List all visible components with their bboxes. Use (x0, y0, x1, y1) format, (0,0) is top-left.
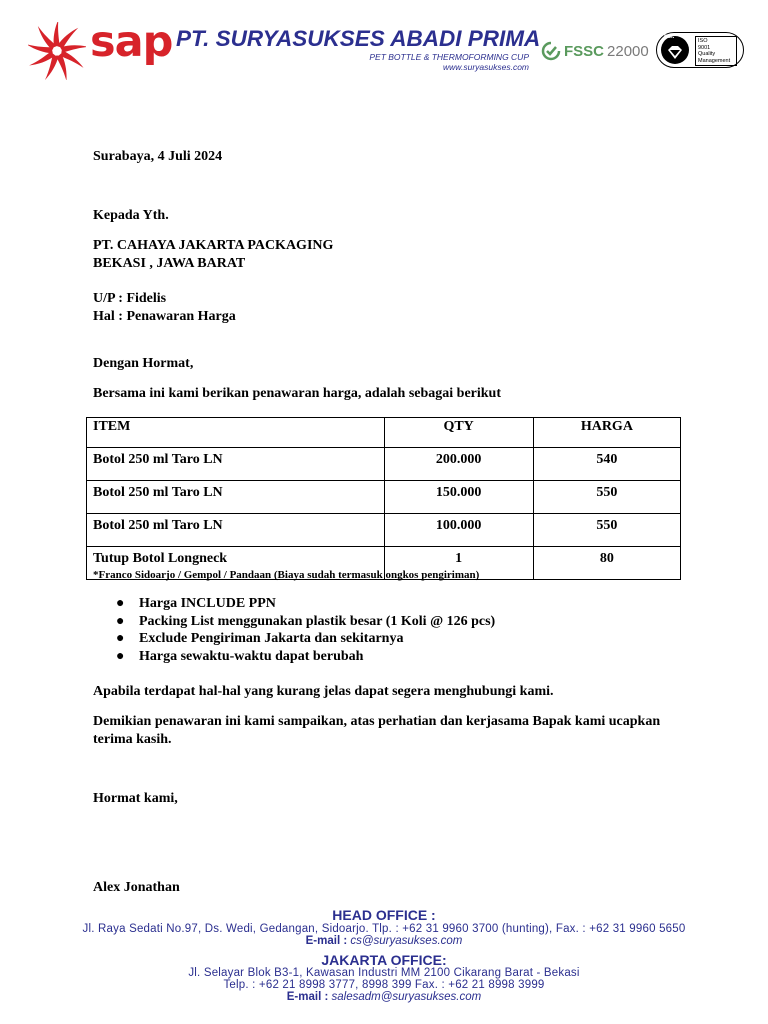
head-office-email-line (0, 935, 768, 948)
cell-harga: 80 (533, 547, 680, 580)
recipient-company: PT. CAHAYA JAKARTA PACKAGING (93, 238, 334, 253)
iso-standard: ISO (698, 38, 708, 44)
column-header-harga: HARGA (533, 418, 680, 448)
delivery-note: *Franco Sidoarjo / Gempol / Pandaan (Biaya sudah termasuk ongkos pengiriman) (93, 569, 480, 581)
bsi-org-label: bsi. (664, 34, 675, 40)
cell-qty: 150.000 (384, 481, 533, 514)
cell-item: Tutup Botol Longneck (87, 547, 385, 580)
term-text: Exclude Pengiriman Jakarta dan sekitarnya (139, 631, 404, 647)
list-item (116, 648, 495, 666)
iso-details (695, 36, 739, 64)
greeting: Dengan Hormat, (93, 356, 194, 371)
cell-item: Botol 250 ml Taro LN (87, 448, 385, 481)
company-website: www.suryasukses.com (443, 62, 529, 72)
company-logo-swirl-icon (28, 22, 86, 80)
cell-harga: 550 (533, 481, 680, 514)
iso-number: 9001 (698, 44, 711, 51)
list-item (116, 630, 495, 648)
sign-off: Hormat kami, (93, 791, 178, 806)
fssc-number: 22000 (607, 42, 649, 60)
table-header-row (87, 418, 681, 448)
iso-line1: Quality (698, 51, 716, 57)
table-row (87, 481, 681, 514)
jakarta-office-email-label: E-mail : (286, 991, 332, 1003)
list-item (116, 613, 495, 631)
signatory-name: Alex Jonathan (93, 880, 180, 895)
head-office-email-label: E-mail : (305, 935, 351, 947)
head-office-title: HEAD OFFICE : (332, 907, 436, 923)
bullet-icon: ● (116, 613, 125, 629)
cell-item: Botol 250 ml Taro LN (87, 481, 385, 514)
company-logo-text: sap (90, 17, 173, 67)
cell-qty: 1 (384, 547, 533, 580)
jakarta-office-email[interactable]: salesadm@suryasukses.com (331, 991, 482, 1003)
company-tagline: PET BOTTLE & THERMOFORMING CUP (369, 52, 529, 62)
company-name: PT. SURYASUKSES ABADI PRIMA (176, 26, 541, 51)
attention-line: U/P : Fidelis (93, 291, 167, 306)
jakarta-office-email-line (0, 991, 768, 1004)
column-header-qty: QTY (384, 418, 533, 448)
closing-paragraph-2-line-2: terima kasih. (93, 732, 172, 747)
closing-paragraph-2-line-1: Demikian penawaran ini kami sampaikan, atas perhatian dan kerjasama Bapak kami ucapkan (93, 714, 661, 729)
closing-paragraph-1: Apabila terdapat hal-hal yang kurang jelas dapat segera menghubungi kami. (93, 684, 554, 699)
bullet-icon: ● (116, 649, 125, 665)
place-date: Surabaya, 4 Juli 2024 (93, 149, 223, 164)
cell-qty: 200.000 (384, 448, 533, 481)
term-text: Harga INCLUDE PPN (139, 596, 276, 611)
table-row (87, 448, 681, 481)
intro-paragraph: Bersama ini kami berikan penawaran harga, adalah sebagai berikut (93, 386, 501, 401)
fssc-leaf-icon (541, 41, 561, 61)
price-table (86, 417, 681, 580)
bullet-icon: ● (116, 596, 125, 611)
head-office-email[interactable]: cs@suryasukses.com (350, 935, 463, 947)
jakarta-office-phone: Telp. : +62 21 8998 3777, 8998 399 Fax. : +62 21 8998 3999 (223, 979, 545, 991)
list-item (116, 595, 495, 613)
fssc-certification (541, 40, 649, 62)
head-office-address: Jl. Raya Sedati No.97, Ds. Wedi, Gedangan, Sidoarjo. Tlp. : +62 31 9960 3700 (hunting), Fax. : +62 31 9960 5650 (82, 923, 686, 935)
bullet-icon: ● (116, 631, 125, 647)
cell-harga: 550 (533, 514, 680, 547)
subject-line: Hal : Penawaran Harga (93, 309, 236, 324)
jakarta-office-address: Jl. Selayar Blok B3-1, Kawasan Industri MM 2100 Cikarang Barat - Bekasi (188, 967, 580, 979)
iso-line2: Management (698, 57, 731, 64)
cell-qty: 100.000 (384, 514, 533, 547)
terms-list (116, 595, 495, 666)
salutation-to: Kepada Yth. (93, 208, 169, 223)
term-text: Packing List menggunakan plastik besar (1 Koli @ 126 pcs) (139, 613, 496, 629)
column-header-item: ITEM (87, 418, 385, 448)
fssc-label: FSSC (564, 42, 605, 60)
cell-item: Botol 250 ml Taro LN (87, 514, 385, 547)
jakarta-office-title: JAKARTA OFFICE: (321, 952, 447, 968)
recipient-address: BEKASI , JAWA BARAT (93, 256, 246, 271)
term-text: Harga sewaktu-waktu dapat berubah (139, 649, 364, 665)
table-row (87, 514, 681, 547)
cell-harga: 540 (533, 448, 680, 481)
